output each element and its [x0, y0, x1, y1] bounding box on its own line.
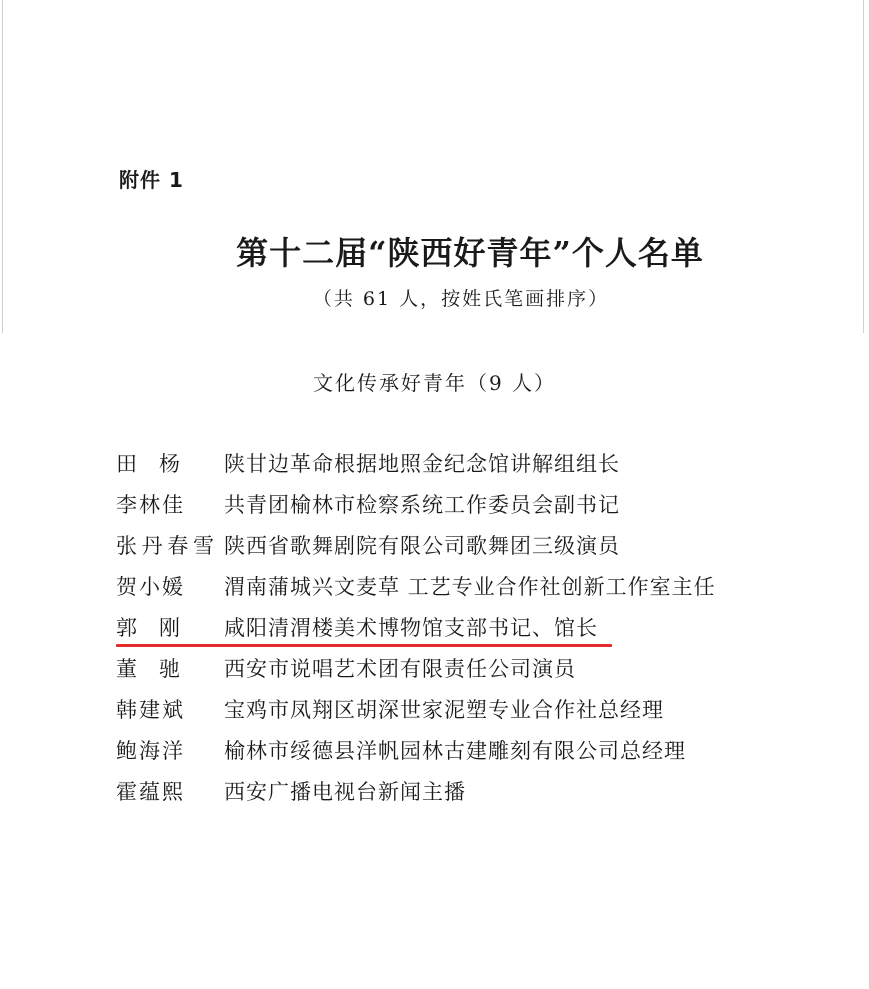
person-name: 董驰: [116, 657, 182, 681]
person-title: 咸阳清渭楼美术博物馆支部书记、馆长: [224, 616, 598, 640]
person-title: 西安市说唱艺术团有限责任公司演员: [224, 657, 576, 681]
person-title: 陕甘边革命根据地照金纪念馆讲解组组长: [224, 452, 620, 476]
list-item: [116, 444, 856, 485]
section-heading: 文化传承好青年（9 人）: [312, 371, 557, 395]
list-item: [116, 485, 856, 526]
person-name: 贺小媛: [116, 575, 185, 599]
person-title: 渭南蒲城兴文麦草 工艺专业合作社创新工作室主任: [224, 575, 716, 599]
person-title: 榆林市绥德县洋帆园林古建雕刻有限公司总经理: [224, 739, 686, 763]
list-item: [116, 526, 856, 567]
list-item-highlighted: [116, 608, 856, 649]
person-name: 霍蕴熙: [116, 780, 185, 804]
list-item: [116, 567, 856, 608]
person-name: 鲍海洋: [116, 739, 185, 763]
list-item: [116, 772, 856, 813]
person-title: 共青团榆林市检察系统工作委员会副书记: [224, 493, 620, 517]
highlight-underline: [116, 644, 612, 647]
name-list: [116, 444, 856, 813]
person-name: 郭刚: [116, 616, 182, 640]
document-title: 第十二届“陕西好青年”个人名单: [236, 234, 704, 272]
person-title: 陕西省歌舞剧院有限公司歌舞团三级演员: [224, 534, 620, 558]
person-title: 西安广播电视台新闻主播: [224, 780, 466, 804]
person-name: 韩建斌: [116, 698, 185, 722]
list-item: [116, 690, 856, 731]
person-name: 田杨: [116, 452, 182, 476]
document-subtitle: （共 61 人，按姓氏笔画排序）: [312, 288, 610, 310]
person-title: 宝鸡市凤翔区胡深世家泥塑专业合作社总经理: [224, 698, 664, 722]
list-item: [116, 649, 856, 690]
list-item: [116, 731, 856, 772]
person-name: 李林佳: [116, 493, 185, 517]
person-name: 张丹春雪: [116, 534, 216, 558]
attachment-label: 附件 1: [119, 168, 184, 192]
